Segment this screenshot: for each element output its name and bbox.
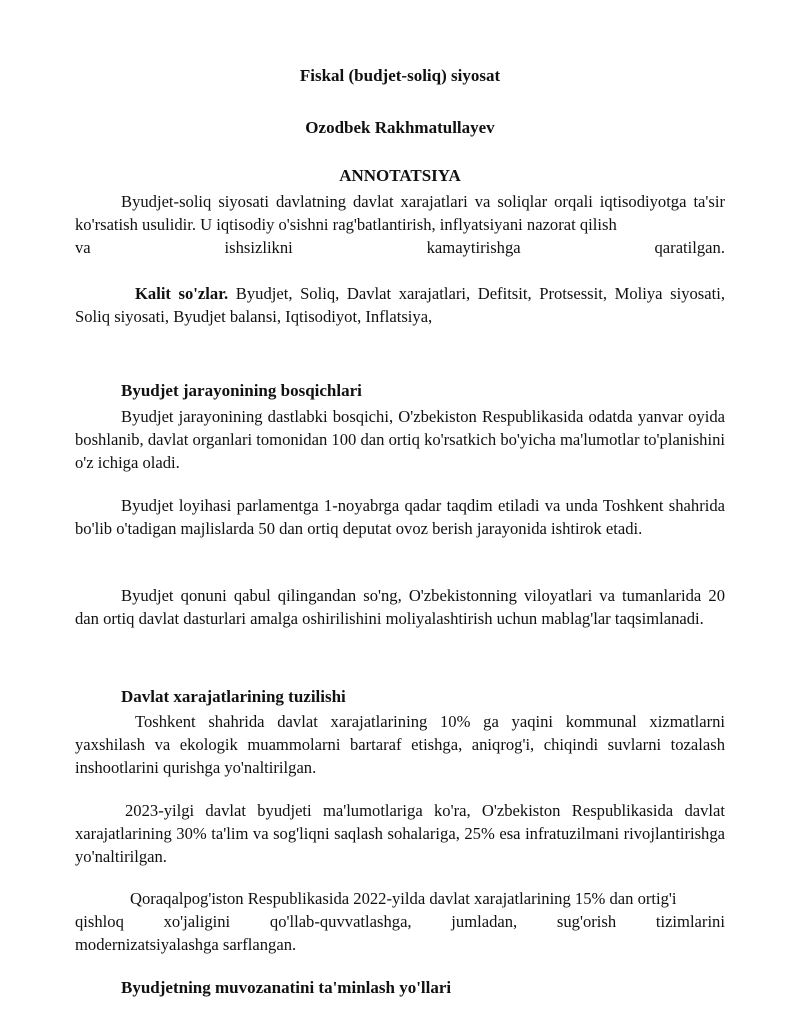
annotation-word: va: [75, 238, 91, 257]
annotation-last-line: [75, 236, 725, 259]
annotation-word: kamaytirishga: [426, 238, 521, 257]
paragraph-line: [75, 910, 725, 933]
paragraph-word: qishloq: [75, 912, 124, 931]
section-heading: Byudjetning muvozanatini ta'minlash yo'llari: [121, 978, 452, 997]
annotation-word: ishsizlikni: [224, 238, 293, 257]
body-paragraph: Byudjet qonuni qabul qilingandan so'ng, O'zbekistonning viloyatlari va tumanlarida 20 dan ortiq davlat dasturlari amalga oshirilishini moliyalashtirish uchun mablag'lar taqsimlanadi.: [75, 586, 725, 628]
paragraph-word: sug'orish: [556, 912, 617, 931]
section-heading: Davlat xarajatlarining tuzilishi: [121, 687, 346, 706]
annotation-text: Byudjet-soliq siyosati davlatning davlat xarajatlari va soliqlar orqali iqtisodiyotga ta'sir ko'rsatish usulidir. U iqtisodiy o'sishni rag'batlantirish, inflyatsiyani nazorat qilish: [75, 192, 725, 234]
annotation-word: qaratilgan.: [654, 238, 725, 257]
paragraph-line: modernizatsiyalashga sarflangan.: [75, 935, 297, 954]
paragraph-word: xo'jaligini: [163, 912, 231, 931]
paragraph-word: tizimlarini: [655, 912, 725, 931]
author-name: Ozodbek Rakhmatullayev: [305, 118, 495, 137]
section-heading: Byudjet jarayonining bosqichlari: [121, 381, 362, 400]
keywords-list: Byudjet, Soliq, Davlat xarajatlari, Defitsit, Protsessit, Moliya siyosati, Soliq siyosati, Byudjet balansi, Iqtisodiyot, Inflatsiya,: [75, 284, 725, 326]
paragraph-word: qo'llab-quvvatlashga,: [269, 912, 412, 931]
body-paragraph: Byudjet loyihasi parlamentga 1-noyabrga qadar taqdim etiladi va unda Toshkent shahrida bo'lib o'tadigan majlislarda 50 dan ortiq deputat ovoz berish jarayonida ishtirok etadi.: [75, 496, 725, 538]
body-paragraph: 2023-yilgi davlat byudjeti ma'lumotlariga ko'ra, O'zbekiston Respublikasida davlat xarajatlarining 30% ta'lim va sog'liqni saqlash sohalariga, 25% esa infratuzilmani rivojlantirishga yo'naltirilgan.: [75, 801, 725, 866]
body-paragraph: Byudjet jarayonining dastlabki bosqichi, O'zbekiston Respublikasida odatda yanvar oyida boshlanib, davlat organlari tomonidan 100 dan ortiq ko'rsatkich bo'yicha ma'lumotlar to'planishini o'z ichiga oladi.: [75, 407, 725, 472]
paragraph-word: jumladan,: [451, 912, 518, 931]
annotation-heading: ANNOTATSIYA: [339, 166, 461, 185]
keywords-label: Kalit so'zlar.: [135, 284, 229, 303]
keywords-paragraph: [75, 282, 725, 328]
body-paragraph: Toshkent shahrida davlat xarajatlarining 10% ga yaqini kommunal xizmatlarni yaxshilash va ekologik muammolarni bartaraf etishga, aniqrog'i, chiqindi suvlarni tozalash inshootlarini qurishga yo'naltirilgan.: [75, 712, 725, 777]
paper-title: Fiskal (budjet-soliq) siyosat: [299, 66, 501, 85]
body-paragraph: [75, 887, 725, 956]
paragraph-line: Qoraqalpog'iston Respublikasida 2022-yilda davlat xarajatlarining 15% dan ortig'i: [130, 889, 677, 908]
annotation-paragraph: [75, 190, 725, 259]
